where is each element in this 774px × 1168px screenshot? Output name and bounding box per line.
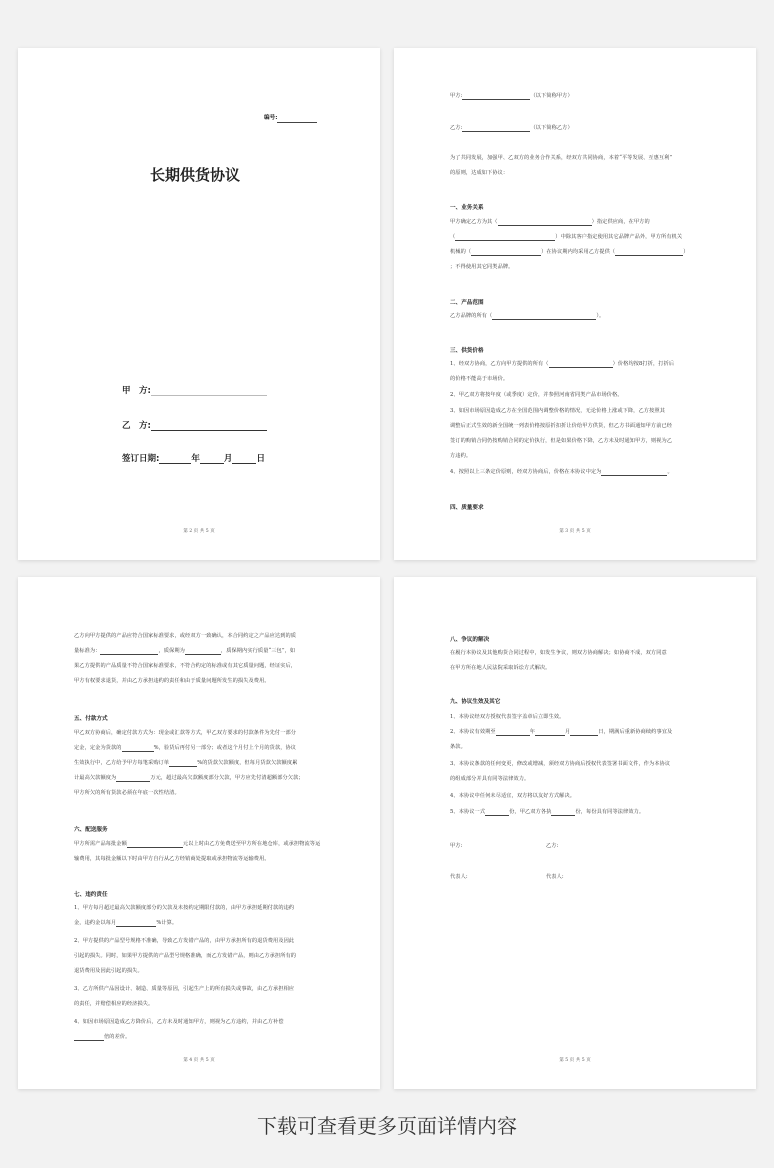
text-line: 输费用，其每批金额以下时由甲方自行从乙方经销商处提取或承担物流等运输费用。 xyxy=(74,856,270,862)
text-line: 4、如因市场原因造成乙方降价后，乙方未及时通知甲方，则视为乙方违约，并由乙方补偿 xyxy=(74,1019,284,1025)
text: 元以上时由乙方免费送至甲方所在地仓库，或承担物流等运 xyxy=(182,841,321,847)
text-line xyxy=(450,469,673,476)
text: 月 xyxy=(565,729,571,735)
text-line xyxy=(450,219,650,226)
text: 4、按照以上三条定价原则，经双方协商后，价格在本协议中定为 xyxy=(450,469,602,475)
contract-number-label: 编号: xyxy=(264,115,278,121)
party-a-label: 甲 方: xyxy=(122,386,151,396)
party-a-label: 甲方: xyxy=(450,93,463,99)
blank xyxy=(122,745,154,752)
representative-a: 代表人: xyxy=(450,874,468,880)
sign-date-label: 签订日期: xyxy=(122,454,160,464)
text-line: 退货费用及因此引起的损失。 xyxy=(74,968,143,974)
text-line xyxy=(74,841,320,848)
text-line: 的责任，并赔偿相应的经济损失。 xyxy=(74,1001,154,1007)
text: 生效执行中，乙方给予甲方每笔采购订单 xyxy=(74,760,170,766)
text-line xyxy=(74,920,177,927)
section-heading: 四、质量要求 xyxy=(450,505,484,511)
page-footer: 第 5 页 共 5 页 xyxy=(559,1058,591,1063)
contract-number-field xyxy=(264,104,317,123)
text: （ xyxy=(450,234,456,240)
page-footer: 第 2 页 共 5 页 xyxy=(183,529,215,534)
text-line: 果乙方提供的产品质量不符合国家标准要求，不符合约定的标准或有其它质量问题，经证实后， xyxy=(74,663,297,669)
text-line: 2、甲乙双方将按年度（或季度）定价，并参照河南省同类产品市场价格。 xyxy=(450,392,623,398)
text: 量标准为： xyxy=(74,648,101,654)
text: %计算。 xyxy=(156,920,178,926)
section-heading: 五、付款方式 xyxy=(74,716,108,722)
text-line xyxy=(450,313,604,320)
day-label: 日 xyxy=(256,454,265,464)
section-heading: 九、协议生效及其它 xyxy=(450,699,501,705)
blank xyxy=(455,234,555,241)
document-page-3 xyxy=(18,577,380,1089)
party-a-line xyxy=(450,93,573,100)
party-b-label: 乙方: xyxy=(450,125,463,131)
party-b-label: 乙 方: xyxy=(122,421,151,431)
text: 5、本协议一式 xyxy=(450,809,486,815)
text-line: 3、乙方所供产品因设计、制造、质量等原因，引起生产上的所有损失或事故，由乙方承担相应 xyxy=(74,986,295,992)
party-a-note: （以下简称甲方） xyxy=(530,93,573,99)
blank xyxy=(74,1034,104,1041)
blank xyxy=(127,841,183,848)
text-line xyxy=(74,1034,130,1041)
text: ）在协议期内均采用乙方提供（ xyxy=(541,249,616,255)
text: 2、本协议有效期至 xyxy=(450,729,496,735)
text-line xyxy=(450,249,688,256)
blank xyxy=(471,249,541,256)
text-line xyxy=(450,234,682,241)
text-line: 3、本协议条款的任何变更，修改或增减，须经双方协商后授权代表签署书面文件，作为本协议 xyxy=(450,761,671,767)
text: 万元，超过最高欠款额度部分欠款，甲方应先付清超额部分欠款； xyxy=(150,775,304,781)
document-page-cover xyxy=(18,48,380,560)
section-heading: 七、违约责任 xyxy=(74,892,108,898)
party-a-blank xyxy=(151,395,267,396)
text: ）中除其客户指定使用其它品牌产品外，甲方所有机关 xyxy=(555,234,683,240)
text-line: 2、甲方提供的产品型号规格不准确，导致乙方发错产品的，由甲方承担所有的退货费用及因此 xyxy=(74,938,295,944)
blank xyxy=(535,729,565,736)
text-line: 乙方向甲方提供的产品应符合国家标准要求，或经双方一致确认，本合同约定之产品应达到的质 xyxy=(74,633,297,639)
party-b-blank xyxy=(151,430,267,431)
intro-line: 的原则，达成如下协议： xyxy=(450,170,509,176)
text: 1、经双方协商，乙方向甲方提供的所有（ xyxy=(450,361,549,367)
blank xyxy=(551,809,575,816)
year-label: 年 xyxy=(191,454,200,464)
blank xyxy=(116,775,150,782)
text-line: 的组成部分并具有同等法律效力。 xyxy=(450,776,530,782)
month-label: 月 xyxy=(223,454,233,464)
text: 。 xyxy=(667,469,673,475)
document-page-2 xyxy=(394,48,756,560)
blank xyxy=(570,729,598,736)
text-line: 甲方有权要求退货，并由乙方承担违约的责任和由于质量问题所发生的损失及费用。 xyxy=(74,678,270,684)
text: 倍的差价。 xyxy=(104,1034,131,1040)
text-line: 在履行本协议及其他购货合同过程中，如发生争议，则双方协商解决；如协商不成，双方同意 xyxy=(450,650,667,656)
intro-line: 为了共同发展，加强甲、乙双方的业务合作关系，经双方共同协商，本着“平等发展、互惠互利” xyxy=(450,155,673,161)
text-line xyxy=(450,729,672,736)
sign-date-field xyxy=(122,452,265,464)
blank xyxy=(169,760,197,767)
section-heading: 一、业务关系 xyxy=(450,205,484,211)
blank xyxy=(185,648,221,655)
text-line: 引起的损失。同时，如果甲方提供的产品型号规格准确，而乙方发错产品，则由乙方承担所有的 xyxy=(74,953,297,959)
text-line: 1、甲方每月超过最高欠款额度部分的欠款及未按约定期限付款的，由甲方承担延期付款的违约 xyxy=(74,905,295,911)
contract-number-blank xyxy=(277,116,317,123)
blank xyxy=(492,313,596,320)
blank xyxy=(485,809,509,816)
section-heading: 六、配送服务 xyxy=(74,827,108,833)
text-line: 甲方所欠的所有货款必须在年底一次性结清。 xyxy=(74,790,180,796)
party-b-line xyxy=(450,125,573,132)
signature-party-b: 乙方: xyxy=(546,843,559,849)
text: 计最高欠款额度为 xyxy=(74,775,117,781)
text: 金，违约金以每月 xyxy=(74,920,117,926)
text-line: 的价格不能高于市场价。 xyxy=(450,376,509,382)
text: 机械的（ xyxy=(450,249,472,255)
party-b-note: （以下简称乙方） xyxy=(530,125,573,131)
text-line: 签订的购销合同仍按购销合同的定价执行，但是如果价格下降，乙方未及时通知甲方，则视为乙 xyxy=(450,438,673,444)
party-a-field xyxy=(122,384,267,396)
text: ）价格均按8打折，打折后 xyxy=(612,361,675,367)
blank xyxy=(601,469,667,476)
blank xyxy=(462,93,530,100)
blank xyxy=(615,249,683,256)
page-footer: 第 4 页 共 5 页 xyxy=(183,1058,215,1063)
text: 份，甲乙双方各执 xyxy=(509,809,552,815)
text-line: ；不得使用其它同类品牌。 xyxy=(450,264,514,270)
text: 定金，定金为货款的 xyxy=(74,745,122,751)
blank xyxy=(549,361,613,368)
text-line xyxy=(74,760,297,767)
text-line: 3、如因市场原因造成乙方在全国范围内调整价格的情况，无论价格上涨或下降，乙方按照其 xyxy=(450,408,665,414)
document-title: 长期供货协议 xyxy=(150,166,241,184)
text-line: 调整后正式生效的新全国统一列表价格按原折扣折让价给甲方供货，但乙方书面通知甲方前已经 xyxy=(450,423,673,429)
text: %，验货后再付另一部分；或者这个月付上个月的货款，协议 xyxy=(153,745,297,751)
year-blank xyxy=(159,463,191,464)
document-page-4 xyxy=(394,577,756,1089)
blank xyxy=(462,125,530,132)
section-heading: 八、争议的解决 xyxy=(450,637,490,643)
blank xyxy=(498,219,592,226)
text-line xyxy=(74,648,295,655)
representative-b: 代表人: xyxy=(546,874,564,880)
text: %的货款欠款额度，但每月货款欠款额度累 xyxy=(197,760,298,766)
text-line: 4、本协议中任何未尽适宜，双方将以友好方式解决。 xyxy=(450,793,576,799)
text: ，质保期内实行质量“三包”，如 xyxy=(220,648,296,654)
text-line xyxy=(450,361,674,368)
signature-party-a: 甲方: xyxy=(450,843,463,849)
text-line xyxy=(450,809,644,816)
text: 甲方确定乙方为其（ xyxy=(450,219,498,225)
text: 份，每份具有同等法律效力。 xyxy=(575,809,645,815)
month-blank xyxy=(200,463,224,464)
text-line: 方违约。 xyxy=(450,453,472,459)
day-blank xyxy=(232,463,256,464)
text: ） xyxy=(683,249,689,255)
party-b-field xyxy=(122,419,267,431)
text: 甲方所需产品每批金额 xyxy=(74,841,127,847)
text-line: 1、本协议经双方授权代表签字盖章后立即生效。 xyxy=(450,714,565,720)
page-footer: 第 3 页 共 5 页 xyxy=(559,529,591,534)
section-heading: 三、供货价格 xyxy=(450,348,484,354)
text: 年 xyxy=(529,729,535,735)
download-caption: 下载可查看更多页面详情内容 xyxy=(257,1114,517,1138)
blank xyxy=(496,729,530,736)
blank xyxy=(100,648,158,655)
text: ）指定供应商，在甲方的 xyxy=(591,219,650,225)
text-line: 甲乙双方协商后，确定付款方式为：现金或汇款等方式，甲乙双方要求的付款条件为先付一部分 xyxy=(74,730,297,736)
text: 日，期满后重新协商续约事宜及 xyxy=(598,729,673,735)
text: 乙方品牌的所有（ xyxy=(450,313,493,319)
text-line: 条款。 xyxy=(450,744,466,750)
text: ，质保期为 xyxy=(158,648,185,654)
text: ）。 xyxy=(596,313,605,319)
section-heading: 二、产品范围 xyxy=(450,300,484,306)
blank xyxy=(116,920,156,927)
text-line: 在甲方所在地人民法院采取诉讼方式解决。 xyxy=(450,665,551,671)
text-line xyxy=(74,775,304,782)
text-line xyxy=(74,745,296,752)
